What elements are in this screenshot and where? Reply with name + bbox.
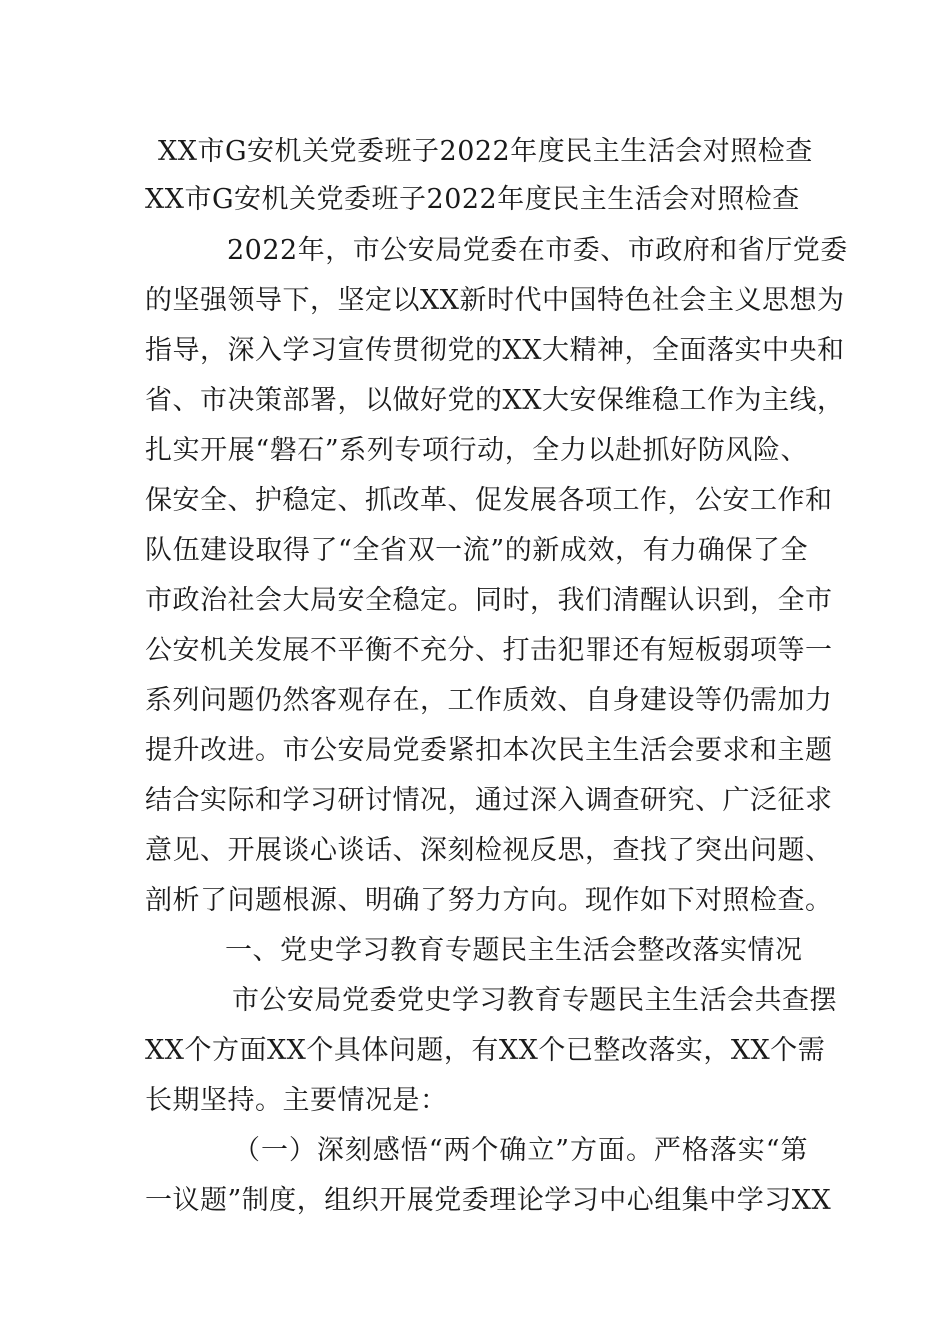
paragraph-line: 市政治社会大局安全稳定。同时，我们清醒认识到，全市 bbox=[145, 585, 833, 616]
paragraph-line: XX个方面XX个具体问题，有XX个已整改落实，XX个需 bbox=[145, 1035, 826, 1066]
paragraph-line: 扎实开展“磐石”系列专项行动，全力以赴抓好防风险、 bbox=[145, 435, 808, 466]
paragraph-line: 系列问题仍然客观存在，工作质效、自身建设等仍需加力 bbox=[145, 685, 833, 716]
paragraph-line: 公安机关发展不平衡不充分、打击犯罪还有短板弱项等一 bbox=[145, 635, 833, 666]
paragraph-line: 一议题”制度，组织开展党委理论学习中心组集中学习XX bbox=[145, 1185, 832, 1216]
paragraph-line: 保安全、护稳定、抓改革、促发展各项工作，公安工作和 bbox=[145, 485, 833, 516]
document-title-repeat: XX市G安机关党委班子2022年度民主生活会对照检查 bbox=[145, 184, 800, 215]
paragraph-line: 意见、开展谈心谈话、深刻检视反思，查找了突出问题、 bbox=[145, 835, 833, 866]
paragraph-line: 队伍建设取得了“全省双一流”的新成效，有力确保了全 bbox=[145, 535, 808, 566]
paragraph-line: 2022年，市公安局党委在市委、市政府和省厅党委 bbox=[227, 235, 848, 266]
paragraph-line: 市公安局党委党史学习教育专题民主生活会共查摆 bbox=[232, 985, 837, 1016]
subsection-line: （一）深刻感悟“两个确立”方面。严格落实“第 bbox=[233, 1135, 808, 1166]
document-title: XX市G安机关党委班子2022年度民主生活会对照检查 bbox=[158, 136, 813, 167]
paragraph-line: 省、市决策部署，以做好党的XX大安保维稳工作为主线， bbox=[145, 385, 845, 416]
paragraph-line: 长期坚持。主要情况是： bbox=[145, 1085, 448, 1116]
section-heading: 一、党史学习教育专题民主生活会整改落实情况 bbox=[225, 935, 803, 966]
paragraph-line: 的坚强领导下，坚定以XX新时代中国特色社会主义思想为 bbox=[145, 285, 845, 316]
paragraph-line: 剖析了问题根源、明确了努力方向。现作如下对照检查。 bbox=[145, 885, 833, 916]
paragraph-line: 结合实际和学习研讨情况，通过深入调查研究、广泛征求 bbox=[145, 785, 833, 816]
paragraph-line: 指导，深入学习宣传贯彻党的XX大精神，全面落实中央和 bbox=[145, 335, 845, 366]
paragraph-line: 提升改进。市公安局党委紧扣本次民主生活会要求和主题 bbox=[145, 735, 833, 766]
